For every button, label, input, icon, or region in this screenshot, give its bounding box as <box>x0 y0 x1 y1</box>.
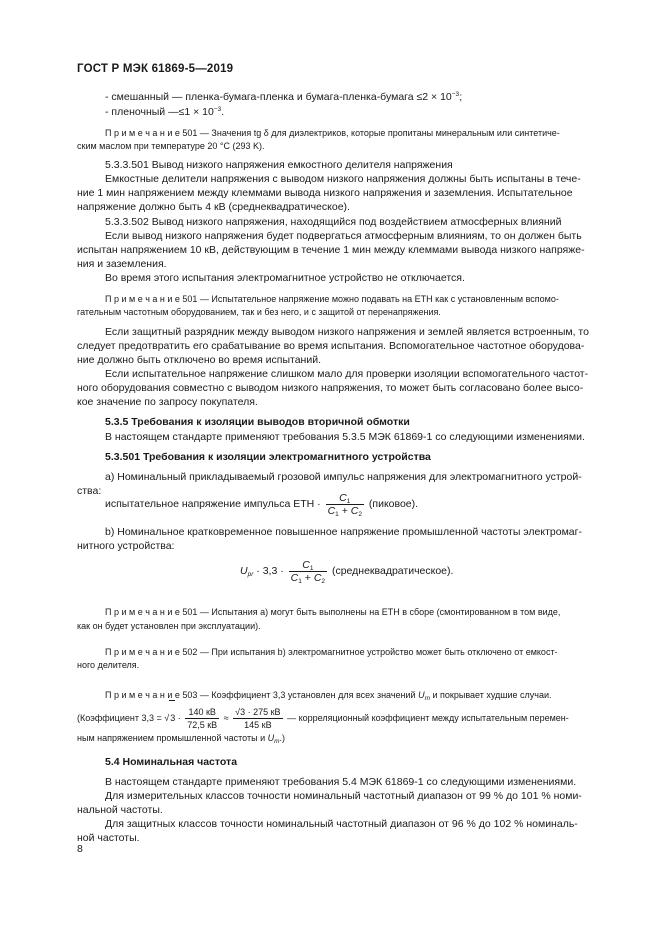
note-coefficient-formula: (Коэффициент 3,3 = √3 · $\frac{140 кВ}{72,5 кВ}$ ≈ $\frac{√3 \cdot 275 кВ}{145 кВ}$ — корреляционный коэффициент между испытательным перемен- <box>77 700 614 734</box>
paragraph-line: Если испытательное напряжение слишком мало для проверки изоляции вспомогательного частот- <box>105 368 589 380</box>
paragraph-line: Если защитный разрядник между выводом низкого напряжения и землей является встроенным, то <box>105 326 589 338</box>
paragraph-line: Для измерительных классов точности номинальный частотный диапазон от 99 % до 101 % номи- <box>105 790 582 802</box>
note-line: ным напряжением промышленной частоты и $U_m$.) <box>77 733 286 745</box>
subsection-title: 5.3.3.501 Вывод низкого напряжения емкостного делителя напряжения <box>105 159 453 171</box>
page-header-title: ГОСТ Р МЭК 61869-5—2019 <box>77 63 234 75</box>
formula-power-frequency: $U_{pr} \cdot 3,3$ · $\frac{C_1}{C_1 + C_2}$ (среднеквадратическое). <box>240 558 454 585</box>
list-item: - пленочный —≤1 × $10^{-3}$. <box>105 106 225 118</box>
paragraph-line: В настоящем стандарте применяют требования 5.4 МЭК 61869-1 со следующими изменениями. <box>105 776 577 788</box>
section-heading: 5.3.5 Требования к изоляции выводов вторичной обмотки <box>105 416 410 428</box>
paragraph-line: Во время этого испытания электромагнитное устройство не отключается. <box>105 272 465 284</box>
note-line: П р и м е ч а н и е 501 — Испытательное напряжение можно подавать на ЕТН как с установленным вспомо- <box>105 294 559 304</box>
list-item: - смешанный — пленка-бумага-пленка и бумага-пленка-бумага $\le 2 \times 10^{-3}$; <box>105 91 463 103</box>
paragraph-line: ного оборудования совместно с выводом низкого напряжения, то может быть согласовано более высо- <box>77 382 584 394</box>
note-line: ским маслом при температуре 20 °С (293 K). <box>77 141 265 151</box>
paragraph-line: нитного устройства: <box>77 540 175 552</box>
paragraph-line: Если вывод низкого напряжения будет подвергаться атмосферным влияниям, то он должен быть <box>105 230 582 242</box>
paragraph-line: Для защитных классов точности номинальный частотный диапазон от 96 % до 102 % номиналь- <box>105 818 578 830</box>
section-heading: 5.4 Номинальная частота <box>105 756 238 768</box>
paragraph-line: следует предотвратить его срабатывание во время испытания. Вспомогательное частотное оборудова- <box>77 340 585 352</box>
note-line: гательным частотным оборудованием, так и без него, и с защитой от перенапряжения. <box>77 307 441 317</box>
paragraph-line: Емкостные делители напряжения с выводом низкого напряжения должны быть испытаны в тече- <box>105 173 581 185</box>
note-line: как он будет установлен при эксплуатации). <box>77 621 261 631</box>
subsection-title: 5.3.3.502 Вывод низкого напряжения, находящийся под воздействием атмосферных влияний <box>105 216 562 228</box>
note-line: П р и м е ч а н и е 501 — Значения tg δ для диэлектриков, которые пропитаны минеральным или синтетиче- <box>105 128 560 138</box>
section-heading: 5.3.501 Требования к изоляции электромагнитного устройства <box>105 451 431 463</box>
paragraph-line: напряжение должно быть 4 кВ (среднеквадратическое). <box>77 201 350 213</box>
paragraph-line: кое значение по запросу покупателя. <box>77 396 258 408</box>
note-line: ного делителя. <box>77 660 140 670</box>
page-number: 8 <box>77 843 83 855</box>
paragraph-line: В настоящем стандарте применяют требования 5.3.5 МЭК 61869-1 со следующими изменениями. <box>105 431 585 443</box>
paragraph-line: а) Номинальный прикладываемый грозовой импульс напряжения для электромагнитного устрой- <box>105 471 582 483</box>
paragraph-line: ние должно быть отключено во время испытаний. <box>77 354 322 366</box>
paragraph-line: b) Номинальное кратковременное повышенное напряжение промышленной частоты электромаг- <box>105 526 582 538</box>
note-line: П р и м е ч а н и е 502 — При испытания b) электромагнитное устройство может быть отключено от емкост- <box>105 647 558 657</box>
paragraph-line: ние 1 мин напряжением между клеммами вывода низкого напряжения и заземления. Испытательное <box>77 187 573 199</box>
paragraph-line: испытан напряжением 10 кВ, действующим в течение 1 мин между клеммами вывода низкого напряже- <box>77 244 585 256</box>
note-line: П р и м е ч а н и е 501 — Испытания а) могут быть выполнены на ЕТН в сборе (смонтированном в том виде, <box>105 607 561 617</box>
formula-impulse: испытательное напряжение импульса ЕТН · $\frac{C_1}{C_1 + C_2}$ (пиковое). <box>105 491 419 518</box>
paragraph-line: ства: <box>77 485 102 497</box>
paragraph-line: нальной частоты. <box>77 804 163 816</box>
paragraph-line: ния и заземления. <box>77 258 167 270</box>
paragraph-line: ной частоты. <box>77 832 140 844</box>
note-line: П р и м е ч а н и е 503 — Коэффициент 3,3 установлен для всех значений $U_m$ и покрывает худшие случаи. <box>105 690 552 702</box>
